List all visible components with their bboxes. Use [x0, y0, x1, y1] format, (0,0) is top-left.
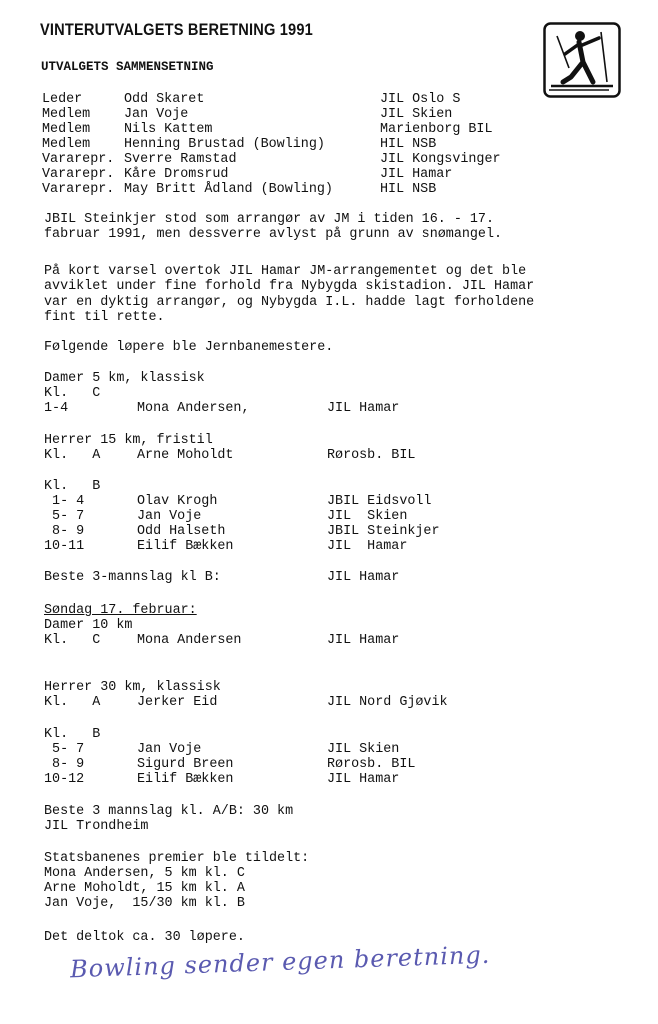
result-name: Eilif Bækken	[137, 539, 234, 554]
result-place: Kl. A	[44, 695, 101, 710]
committee-name: Odd Skaret	[124, 92, 205, 107]
result-club: JIL Hamar	[327, 633, 400, 648]
race-heading: Damer 5 km, klassisk	[44, 371, 205, 386]
committee-role: Medlem	[42, 107, 91, 122]
class-label: Kl. C	[44, 386, 101, 401]
result-name: Olav Krogh	[137, 494, 218, 509]
race-heading: Herrer 15 km, fristil	[44, 433, 213, 448]
committee-club: JIL Kongsvinger	[380, 152, 501, 167]
result-name: Jan Voje	[137, 742, 202, 757]
committee-name: May Britt Ådland (Bowling)	[124, 182, 333, 197]
committee-club: HIL NSB	[380, 182, 437, 197]
premier-line: Jan Voje, 15/30 km kl. B	[44, 896, 245, 911]
result-name: Sigurd Breen	[137, 757, 234, 772]
committee-club: HIL NSB	[380, 137, 437, 152]
premier-line: Arne Moholdt, 15 km kl. A	[44, 881, 245, 896]
committee-role: Leder	[42, 92, 83, 107]
result-place: 1-4	[44, 401, 69, 416]
committee-club: JIL Skien	[380, 107, 453, 122]
result-club: JBIL Steinkjer	[327, 524, 440, 539]
committee-club: JIL Oslo S	[380, 92, 461, 107]
class-label: Kl. B	[44, 479, 101, 494]
result-place: 10-11	[44, 539, 85, 554]
result-place: 5- 7	[44, 742, 85, 757]
paragraph-cancellation: JBIL Steinkjer stod som arrangør av JM i tiden 16. - 17. fabruar 1991, men dessverre avlyst på grunn av snømangel.	[44, 212, 503, 243]
race-heading: Herrer 30 km, klassisk	[44, 680, 221, 695]
committee-row	[42, 92, 82, 107]
team-club: JIL Hamar	[327, 570, 400, 585]
result-place: 8- 9	[44, 524, 85, 539]
committee-club: JIL Hamar	[380, 167, 453, 182]
committee-name: Sverre Ramstad	[124, 152, 237, 167]
result-place: 1- 4	[44, 494, 85, 509]
team-label: Beste 3-mannslag kl B:	[44, 570, 221, 585]
result-place: Kl. C	[44, 633, 101, 648]
cross-country-skier-icon	[543, 22, 621, 98]
committee-name: Henning Brustad (Bowling)	[124, 137, 325, 152]
result-club: JIL Hamar	[327, 539, 408, 554]
result-club: JIL Nord Gjøvik	[327, 695, 448, 710]
committee-name: Nils Kattem	[124, 122, 213, 137]
page-title: VINTERUTVALGETS BERETNING 1991	[40, 20, 313, 39]
result-club: JIL Hamar	[327, 401, 400, 416]
result-club: JBIL Eidsvoll	[327, 494, 432, 509]
result-name: Mona Andersen	[137, 633, 242, 648]
result-name: Mona Andersen,	[137, 401, 250, 416]
committee-name: Jan Voje	[124, 107, 189, 122]
committee-club: Marienborg BIL	[380, 122, 493, 137]
result-club: JIL Hamar	[327, 772, 400, 787]
result-place: 10-12	[44, 772, 85, 787]
result-place: 5- 7	[44, 509, 85, 524]
paragraph-hamar: På kort varsel overtok JIL Hamar JM-arrangementet og det ble avviklet under fine forhold fra Nybygda skistadion. JIL Hamar var en dyktig arrangør, og Nybygda I.L. hadde lagt forholdene fint til rette.	[44, 264, 535, 325]
result-place: Kl. A	[44, 448, 101, 463]
result-place: 8- 9	[44, 757, 85, 772]
result-name: Odd Halseth	[137, 524, 226, 539]
committee-role: Vararepr.	[42, 182, 115, 197]
committee-name: Kåre Dromsrud	[124, 167, 229, 182]
sunday-heading: Søndag 17. februar:	[44, 603, 197, 618]
premier-line: Mona Andersen, 5 km kl. C	[44, 866, 245, 881]
result-club: JIL Skien	[327, 509, 408, 524]
committee-role: Vararepr.	[42, 167, 115, 182]
paragraph-champions-intro: Følgende løpere ble Jernbanemestere.	[44, 340, 334, 355]
result-name: Jan Voje	[137, 509, 202, 524]
participants-text: Det deltok ca. 30 løpere.	[44, 930, 245, 945]
team-label: Beste 3 mannslag kl. A/B: 30 km	[44, 804, 294, 819]
result-club: JIL Skien	[327, 742, 400, 757]
committee-role: Vararepr.	[42, 152, 115, 167]
team-club: JIL Trondheim	[44, 819, 149, 834]
committee-role: Medlem	[42, 137, 91, 152]
result-name: Arne Moholdt	[137, 448, 234, 463]
committee-role: Medlem	[42, 122, 91, 137]
result-club: Rørosb. BIL	[327, 757, 416, 772]
handwritten-note: Bowling sender egen beretning.	[69, 940, 491, 984]
premier-heading: Statsbanenes premier ble tildelt:	[44, 851, 310, 866]
result-club: Rørosb. BIL	[327, 448, 416, 463]
result-name: Eilif Bækken	[137, 772, 234, 787]
section-subtitle: UTVALGETS SAMMENSETNING	[41, 60, 214, 74]
class-label: Kl. B	[44, 727, 101, 742]
race-heading: Damer 10 km	[44, 618, 133, 633]
result-name: Jerker Eid	[137, 695, 218, 710]
